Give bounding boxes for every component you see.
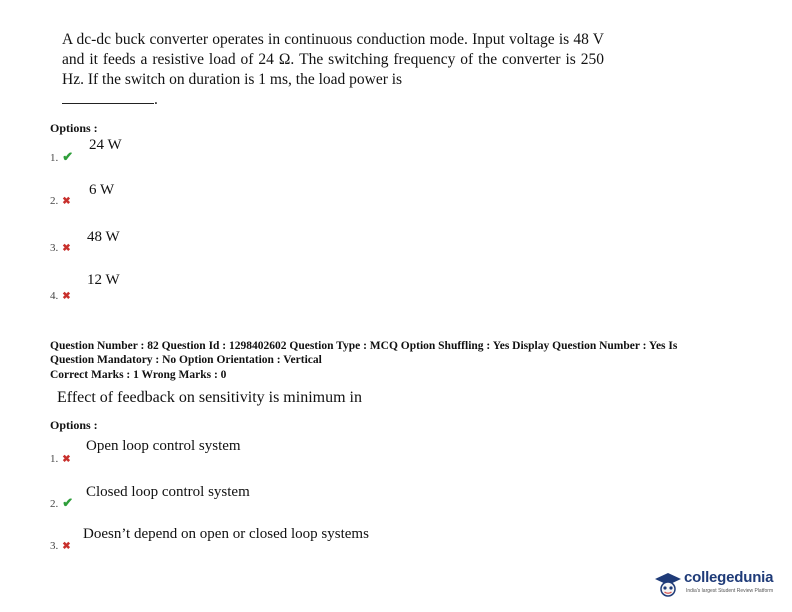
- q1-option-2-marker: [50, 191, 71, 209]
- q1-option-4-marker: [50, 286, 71, 304]
- cross-icon: ✖: [62, 291, 71, 302]
- answer-blank: [62, 91, 154, 104]
- check-icon: ✔: [62, 495, 74, 510]
- q2-option-2-number: 2.: [50, 498, 59, 510]
- question-1-body: A dc-dc buck converter operates in continuous conduction mode. Input voltage is 48 V and it feeds a resistive load of 24 Ω. The switching frequency of the converter is 250 Hz. If the switch on duration is 1 ms, the load power is: [62, 31, 604, 88]
- q2-option-1-marker: [50, 449, 71, 467]
- q1-option-2-text: 6 W: [89, 182, 115, 198]
- q2-meta-line-1: Question Number : 82 Question Id : 1298402602 Question Type : MCQ Option Shuffling : Yes Display Question Number : Yes Is: [50, 340, 678, 352]
- brand-tagline: India's largest Student Review Platform: [686, 588, 774, 594]
- q2-option-3-marker: [50, 536, 71, 554]
- question-2-text: Effect of feedback on sensitivity is minimum in: [57, 389, 362, 406]
- q1-options-label: Options :: [50, 121, 98, 135]
- q2-option-1-number: 1.: [50, 453, 59, 465]
- q2-option-3-text: Doesn’t depend on open or closed loop systems: [83, 526, 369, 542]
- q1-option-3-text: 48 W: [87, 229, 120, 245]
- cross-icon: ✖: [62, 541, 71, 552]
- question-1-trailing: .: [154, 91, 158, 108]
- brand-name: collegedunia: [684, 569, 774, 586]
- cross-icon: ✖: [62, 454, 71, 465]
- q2-option-1-text: Open loop control system: [86, 438, 241, 454]
- q1-option-1-number: 1.: [50, 152, 59, 164]
- q1-option-3-number: 3.: [50, 242, 59, 254]
- q2-option-2-text: Closed loop control system: [86, 484, 250, 500]
- q1-option-2-number: 2.: [50, 195, 59, 207]
- q1-option-4-number: 4.: [50, 290, 59, 302]
- q1-option-3-marker: [50, 238, 71, 256]
- question-1-text: [62, 30, 604, 110]
- q1-option-4-text: 12 W: [87, 272, 120, 288]
- cross-icon: ✖: [62, 196, 71, 207]
- q2-option-2-marker: [50, 494, 73, 512]
- q1-option-1-text: 24 W: [89, 137, 122, 153]
- q2-meta-line-2: Question Mandatory : No Option Orientation : Vertical: [50, 354, 322, 366]
- q2-option-3-number: 3.: [50, 540, 59, 552]
- graduate-cap-icon: [654, 570, 682, 598]
- q2-meta-line-3: Correct Marks : 1 Wrong Marks : 0: [50, 369, 227, 381]
- brand-logo: [654, 566, 784, 606]
- check-icon: ✔: [62, 149, 74, 164]
- q1-option-1-marker: [50, 148, 73, 166]
- cross-icon: ✖: [62, 243, 71, 254]
- q2-options-label: Options :: [50, 418, 98, 432]
